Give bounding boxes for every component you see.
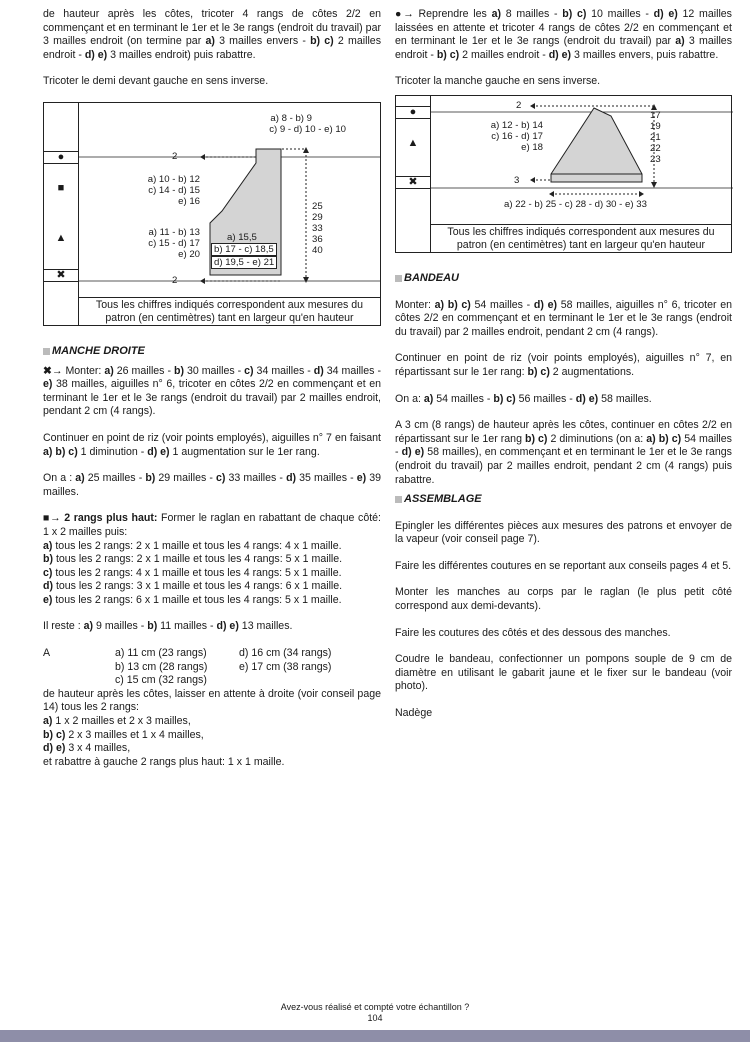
raglan-row: c) tous les 2 rangs: 4 x 1 maille et tous les 4 rangs: 5 x 1 maille. [43,566,342,579]
right-column [395,8,732,721]
top-two-label: 2 [172,150,178,162]
final-line: et rabattre à gauche 2 rangs plus haut: 1 x 1 maille. [43,755,285,768]
reste-paragraph: Il reste : a) 9 mailles - b) 11 mailles - d) e) 13 mailles. [43,620,293,633]
assemblage-heading [395,493,732,507]
final-paragraph: de hauteur après les côtes, laisser en attente à droite (voir conseil page 14) tous les 2 rangs: [43,687,381,714]
final-line: b) c) 2 x 3 mailles et 1 x 4 mailles, [43,728,204,741]
front-pattern-shape [44,103,382,327]
heading-square-icon [43,348,50,355]
triangle-marker-icon: ▲ [407,137,419,150]
circle-arrow-icon: ●→ [395,8,414,20]
inner-width-a: a) 15,5 [227,231,257,243]
left-width-e-1: e) 16 [178,195,200,207]
left-width-e-2: e) 20 [178,248,200,260]
sleeve-pattern-diagram [395,95,732,253]
left-width-a-b-2: a) 11 - b) 13 [148,226,200,238]
a-measure-block [43,647,381,688]
a-measure-value: a) 11 cm (23 rangs) [115,647,207,660]
a-measure-value: b) 13 cm (28 rangs) [115,660,208,673]
caption-line: Tous les chiffres indiqués correspondent aux mesures du [447,225,715,238]
height-value: 33 [312,222,323,234]
manche-paragraph-3: On a : a) 25 mailles - b) 29 mailles - c) 33 mailles - d) 35 mailles - e) 39 mailles. [43,472,382,498]
sleeve-three: 3 [514,174,520,186]
page-number: 104 [367,1013,383,1023]
triangle-marker-icon: ▲ [55,232,67,245]
bandeau-paragraph-1: Monter: a) b) c) 54 mailles - d) e) 58 mailles, aiguilles n° 6, tricoter en côtes 2/2 en commençant et en terminant le 1er et le 3e rangs (endroit du travail) par 2 mailles endroit, pendant 2 cm (4 rangs). [395,298,732,338]
top-width-c-d-e: c) 9 - d) 10 - e) 10 [269,123,346,135]
height-values [312,201,323,256]
inner-width-b-c: b) 17 - c) 18,5 [211,243,277,256]
sleeve-bottom-widths: a) 22 - b) 25 - c) 28 - d) 30 - e) 33 [504,198,647,210]
assemblage-paragraph: Faire les différentes coutures en se reportant aux conseils pages 4 et 5. [395,559,732,572]
knit-left-front: Tricoter le demi devant gauche en sens inverse. [43,75,269,88]
intro-paragraph: de hauteur après les côtes, tricoter 4 rangs de côtes 2/2 en commençant et en terminant le 1er et le 3e rangs (endroit du travail) par 3 mailles endroit (on termine par a) 3 mailles envers - b) c) 2 mailles endroit - d) e) 3 mailles endroit) puis rabattre. [43,8,381,61]
left-column [43,8,381,769]
sleeve-width-e: e) 18 [521,141,543,153]
diagram-caption [431,224,731,252]
raglan-paragraph: ■→ 2 rangs plus haut: Former le raglan en rabattant de chaque côté: 1 x 2 mailles puis: [43,512,381,538]
height-value: 22 [650,142,661,154]
raglan-row: d) tous les 2 rangs: 3 x 1 maille et tous les 4 rangs: 6 x 1 maille. [43,580,343,593]
height-value: 19 [650,120,661,132]
height-value: 21 [650,131,661,143]
raglan-row: b) tous les 2 rangs: 2 x 1 maille et tous les 4 rangs: 5 x 1 maille. [43,553,343,566]
manche-droite-heading [43,345,381,359]
sleeve-top-two: 2 [516,99,522,111]
raglan-row: a) tous les 2 rangs: 2 x 1 maille et tous les 4 rangs: 4 x 1 maille. [43,539,342,552]
height-value: 25 [312,200,323,212]
cross-marker-icon: ✖ [396,176,430,189]
heading-square-icon [395,496,402,503]
diagram-caption [79,297,380,325]
a-marker: A [43,647,51,660]
inner-width-d-e: d) 19,5 - e) 21 [211,256,277,269]
a-measure-value: e) 17 cm (38 rangs) [239,660,332,673]
cross-arrow-icon: ✖→ [43,364,63,377]
sleeve-width-c-d: c) 16 - d) 17 [491,130,543,142]
bandeau-paragraph-2: Continuer en point de riz (voir points employés), aiguilles n° 7, en répartissant sur le 1er rang: b) c) 2 augmentations. [395,352,732,378]
assemblage-paragraph: Coudre le bandeau, confectionner un pompons souple de 9 cm de diamètre en utilisant le gabarit jaune et le fixer sur le bandeau (voir photo). [395,653,732,693]
assemblage-paragraph: Epingler les différentes pièces aux mesures des patrons et envoyer de la vapeur (voir conseil page 7). [395,519,732,546]
height-value: 36 [312,233,323,245]
top-width-a-b: a) 8 - b) 9 [270,112,312,124]
bottom-scan-band [0,1030,750,1042]
author-signature: Nadège [395,707,433,720]
page-footer [0,1002,750,1024]
manche-paragraph-1: ✖→ Monter: a) 26 mailles - b) 30 mailles - c) 34 mailles - d) 34 mailles - e) 38 mailles, aiguilles n° 6, tricoter en côtes 2/2 en commençant et en terminant le 1er et le 3e rangs (endroit du travail) par 2 mailles endroit, pendant 2 cm (4 rangs). [43,364,381,418]
sleeve-width-a-b: a) 12 - b) 14 [490,119,543,131]
final-line: d) e) 3 x 4 mailles, [43,742,131,755]
sleeve-height-values [650,110,661,165]
square-arrow-icon: ■→ [43,512,61,525]
footer-question: Avez-vous réalisé et compté votre échantillon ? [280,1002,470,1012]
height-value: 29 [312,211,323,223]
heading-text: BANDEAU [404,271,459,284]
final-line: a) 1 x 2 mailles et 2 x 3 mailles, [43,715,191,728]
heading-text: ASSEMBLAGE [404,493,482,506]
bandeau-paragraph-3: On a: a) 54 mailles - b) c) 56 mailles - d) e) 58 mailles. [395,392,652,405]
heading-text: MANCHE DROITE [52,344,145,357]
bandeau-heading [395,272,732,286]
caption-line: patron (en centimètres) tant en largeur qu'en hauteur [456,238,706,251]
reprendre-paragraph: ●→ Reprendre les a) 8 mailles - b) c) 10 mailles - d) e) 12 mailles laissées en attente et tricoter 4 rangs de côtes 2/2 en commençant et en terminant le 1er et le 3e rangs (endroit du travail) par a) 3 mailles endroit - b) c) 2 mailles endroit - d) e) 3 mailles envers, puis rabattre. [395,8,732,61]
a-measure-value: c) 15 cm (32 rangs) [115,674,207,687]
front-pattern-diagram [43,102,381,326]
heading-square-icon [395,275,402,282]
bottom-two-label: 2 [172,274,178,286]
circle-marker-icon: ● [44,151,78,164]
assemblage-paragraph: Monter les manches au corps par le raglan (le plus petit côté correspond aux demi-devants). [395,586,732,613]
caption-line: patron (en centimètres) tant en largeur qu'en hauteur [105,311,354,324]
bandeau-paragraph-4: A 3 cm (8 rangs) de hauteur après les côtes, continuer en côtes 2/2 en répartissant sur le 1er rang b) c) 2 diminutions (on a: a) b) c) 54 mailles - d) e) 58 mailles), en commençant et en terminant le 1er et le 3e rangs (endroit du travail) par 2 mailles endroit, pendant 2 cm (4 rangs) puis rabattre. [395,419,732,486]
height-value: 23 [650,153,661,165]
left-width-a-b-1: a) 10 - b) 12 [147,173,200,185]
caption-line: Tous les chiffres indiqués correspondent aux mesures du [95,298,364,311]
manche-paragraph-2: Continuer en point de riz (voir points employés), aiguilles n° 7 en faisant a) b) c) 1 diminution - d) e) 1 augmentation sur le 1er rang. [43,431,381,458]
assemblage-paragraph: Faire les coutures des côtés et des dessous des manches. [395,626,671,639]
left-width-c-d-2: c) 15 - d) 17 [148,237,200,249]
height-value: 40 [312,244,323,256]
left-width-c-d-1: c) 14 - d) 15 [148,184,200,196]
cross-marker-icon: ✖ [44,269,78,282]
a-measure-value: d) 16 cm (34 rangs) [239,647,332,660]
raglan-row: e) tous les 2 rangs: 6 x 1 maille et tous les 4 rangs: 5 x 1 maille. [43,593,342,606]
circle-marker-icon: ● [396,106,430,119]
square-marker-icon: ■ [57,182,65,195]
knit-left-sleeve: Tricoter la manche gauche en sens inverse. [395,75,601,88]
height-value: 17 [650,109,661,121]
